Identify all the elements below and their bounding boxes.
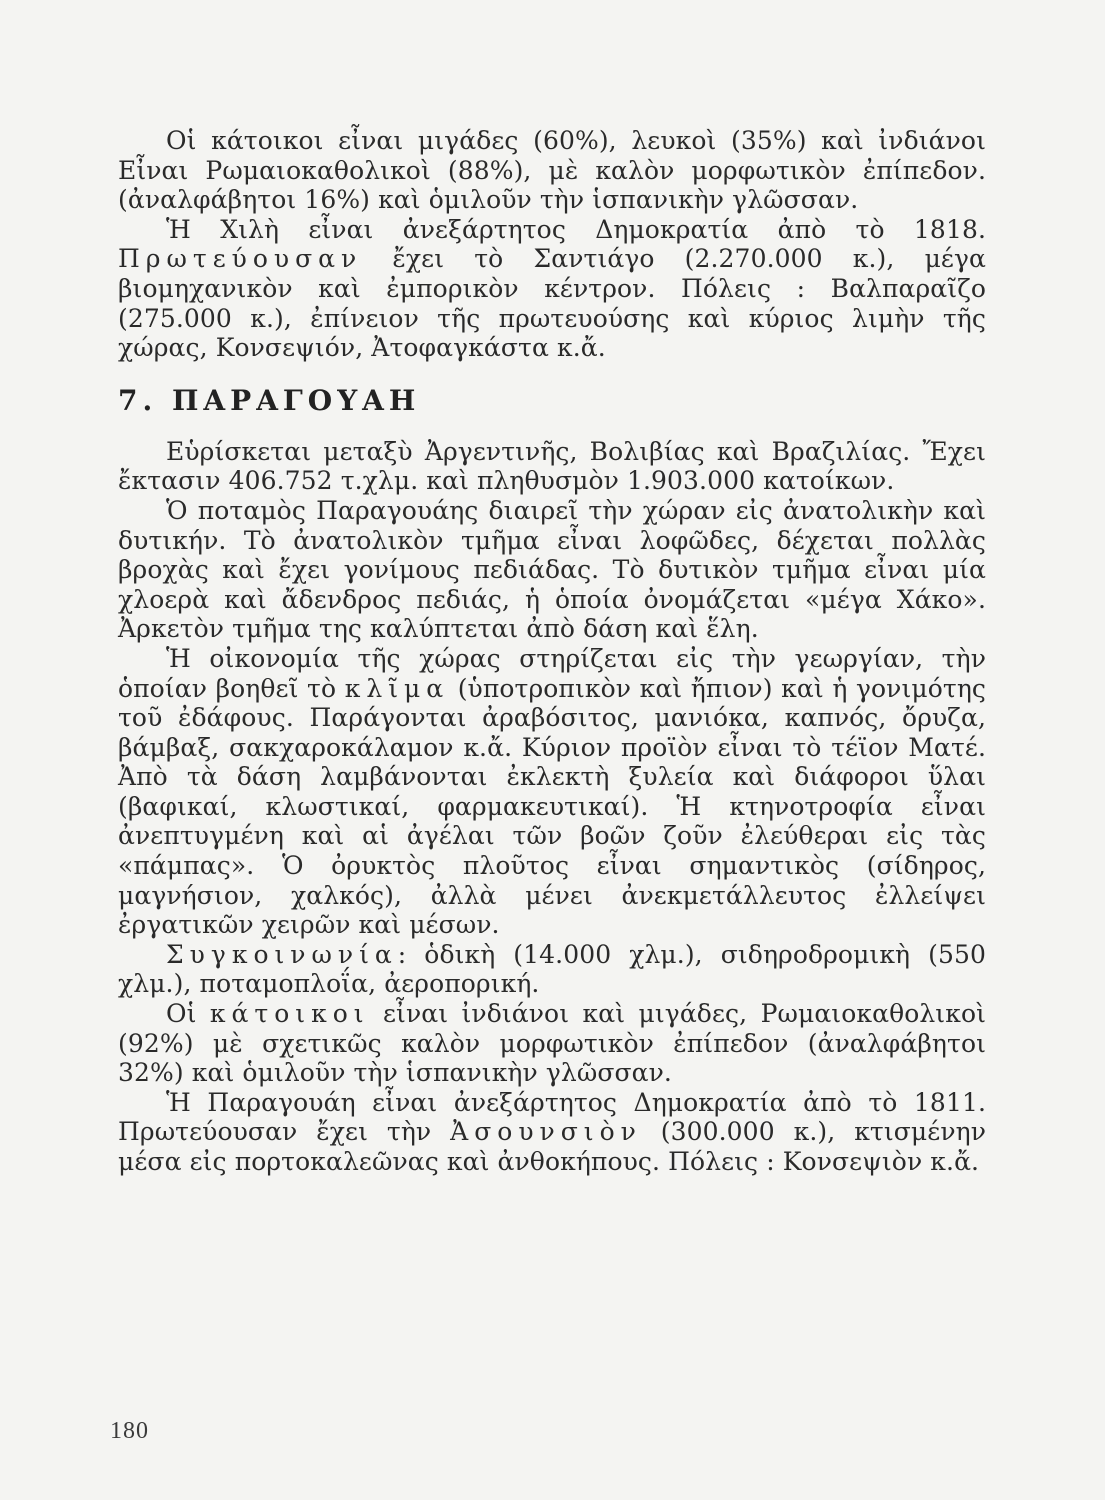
paragraph <box>118 496 986 644</box>
paragraph-text: Ἡ Χιλὴ εἶναι ἀνεξάρτητος Δημοκρατία ἀπὸ τὸ 1818. <box>166 214 986 244</box>
paragraph-text: (ὑποτροπικὸν καὶ ἤπιον) καὶ ἡ γονιμότης τοῦ ἐδάφους. Παράγονται ἀραβόσιτος, μανιόκα, καπνός, ὄρυζα, βάμβαξ, σακχαροκάλαμον κ.ἄ. Κύριον προϊὸν εἶναι τὸ τέϊον Ματέ. Ἀπὸ τὰ δάση λαμβάνονται ἐκλεκτὴ ξυλεία καὶ διάφοροι ὕλαι (βαφικαί, κλωστικαί, φαρμακευτικαί). Ἡ κτηνοτροφία εἶναι ἀνεπτυγμένη καὶ αἱ ἀγέλαι τῶν βοῶν ζοῦν ἐλεύθεραι εἰς τὰς «πάμπας». Ὁ ὀρυκτὸς πλοῦτος εἶναι σημαντικὸς (σίδηρος, μαγνήσιον, χαλκός), ἀλλὰ μένει ἀνεκμετάλλευτος ἐλλείψει ἐργατικῶν χειρῶν καὶ μέσων. <box>118 673 986 940</box>
paragraph-text: Εὑρίσκεται μεταξὺ Ἀργεντινῆς, Βολιβίας καὶ Βραζιλίας. Ἔχει ἔκτασιν 406.752 τ.χλμ. καὶ πληθυσμὸν 1.903.000 κατοίκων. <box>118 436 986 496</box>
paragraph-text: εἶναι ἰνδιάνοι καὶ μιγάδες, Ρωμαιοκαθολικοὶ (92%) μὲ σχετικῶς καλὸν μορφωτικὸν ἐπίπεδον (ἀναλφάβητοι 32%) καὶ ὁμιλοῦν τὴν ἱσπανικὴν γλῶσσαν. <box>118 999 986 1088</box>
paragraph-text: : ὁδικὴ (14.000 χλμ.), σιδηροδρομικὴ (550 χλμ.), ποταμοπλοΐα, ἀεροπορική. <box>118 939 986 999</box>
paragraph-text: Οἱ <box>166 999 210 1029</box>
emphasis-spaced-text: κάτοικοι <box>209 999 370 1029</box>
paragraph-text: Ἡ Παραγουάη εἶναι ἀνεξάρτητος Δημοκρατία ἀπὸ τὸ 1811. Πρωτεύουσαν ἔχει τὴν <box>118 1087 986 1147</box>
paragraph <box>118 126 986 215</box>
emphasis-spaced-text: Ἀσουνσιὸν <box>450 1117 642 1147</box>
paragraph <box>118 437 986 496</box>
emphasis-spaced-text: κλῖμα <box>344 673 450 703</box>
emphasis-spaced-text: Συγκοινωνία <box>166 939 398 969</box>
emphasis-spaced-text: Πρωτεύουσαν <box>118 244 363 274</box>
paraguay-section-text <box>118 437 986 1177</box>
paragraph <box>118 940 986 999</box>
paragraph <box>118 1088 986 1177</box>
page-body <box>118 126 986 1177</box>
paragraph <box>118 644 986 940</box>
paragraph <box>118 999 986 1088</box>
paragraph-text: Ὁ ποταμὸς Παραγουάης διαιρεῖ τὴν χώραν εἰς ἀνατολικὴν καὶ δυτικήν. Τὸ ἀνατολικὸν τμῆμα εἶναι λοφῶδες, δέχεται πολλὰς βροχὰς καὶ ἔχει γονίμους πεδιάδας. Τὸ δυτικὸν τμῆμα εἶναι μία χλοερὰ καὶ ἄδενδρος πεδιάς, ἡ ὁποία ὀνομάζεται «μέγα Χάκο». Ἀρκετὸν τμῆμα της καλύπτεται ἀπὸ δάση καὶ ἕλη. <box>118 495 986 644</box>
chile-section-text <box>118 126 986 363</box>
paragraph <box>118 215 986 363</box>
section-heading: 7. ΠΑΡΑΓΟΥΑΗ <box>118 383 421 417</box>
paragraph-text: ἔχει τὸ Σαντιάγο (2.270.000 κ.), μέγα βιομηχανικὸν καὶ ἐμπορικὸν κέντρον. Πόλεις : Βαλπαραῖζο (275.000 κ.), ἐπίνειον τῆς πρωτευούσης καὶ κύριος λιμὴν τῆς χώρας, Κονσεψιόν, Ἀτοφαγκάστα κ.ἄ. <box>118 244 986 363</box>
page-number: 180 <box>110 1418 149 1444</box>
paragraph-text: Οἱ κάτοικοι εἶναι μιγάδες (60%), λευκοὶ (35%) καὶ ἰνδιάνοι Εἶναι Ρωμαιοκαθολικοὶ (88%), μὲ καλὸν μορφωτικὸν ἐπίπεδον. (ἀναλφάβητοι 16%) καὶ ὁμιλοῦν τὴν ἱσπανικὴν γλῶσσαν. <box>118 126 986 215</box>
paragraph-text: (300.000 κ.), κτισμένην μέσα εἰς πορτοκαλεῶνας καὶ ἀνθοκήπους. Πόλεις : Κονσεψιὸν κ.ἄ. <box>118 1117 987 1176</box>
paragraph-text: Ἡ οἰκονομία τῆς χώρας στηρίζεται εἰς τὴν γεωργίαν, τὴν ὁποίαν βοηθεῖ τὸ <box>118 643 986 703</box>
